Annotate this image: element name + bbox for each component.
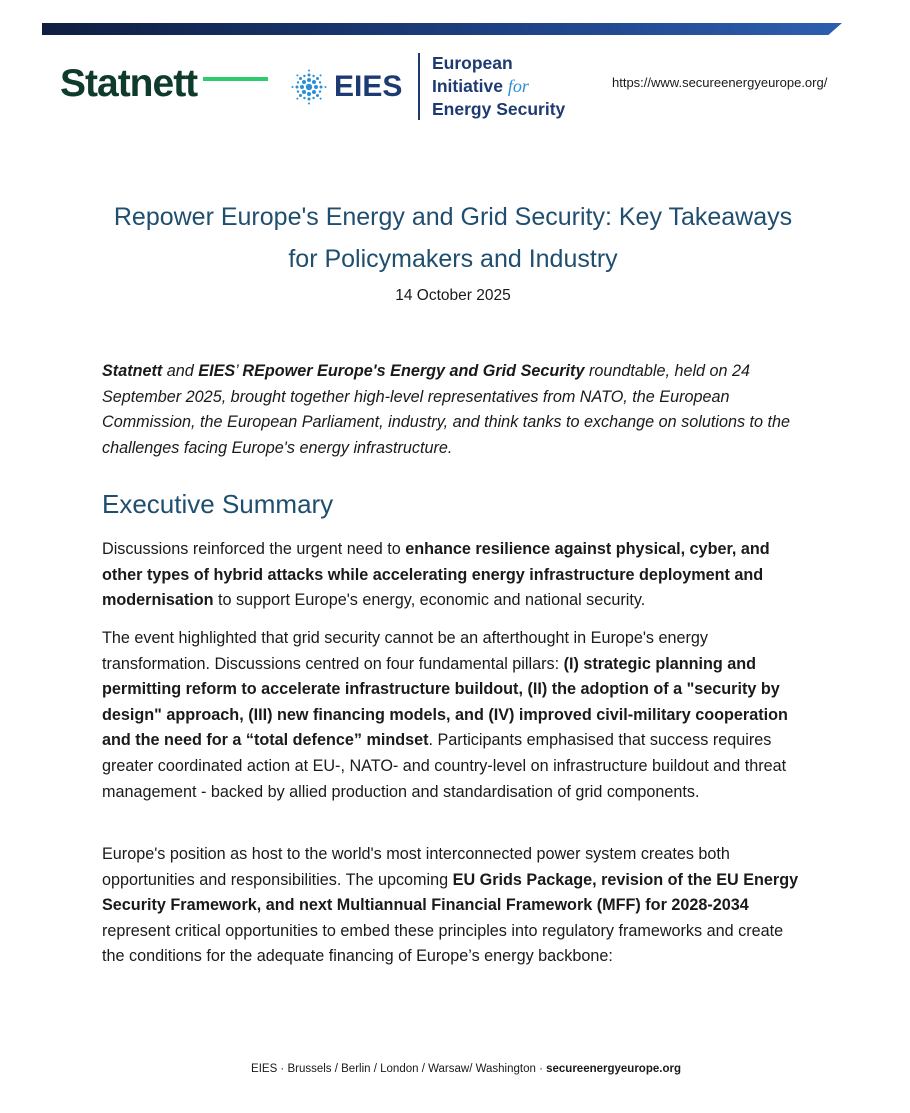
eies-fullname-line1: European: [432, 53, 513, 73]
header-url-link[interactable]: https://www.secureenergyeurope.org/: [612, 75, 828, 90]
eies-logo-fullname: [432, 52, 565, 121]
document-date: 14 October 2025: [395, 287, 511, 304]
page-footer: EIES · Brussels / Berlin / London / Warsaw/ Washington · secureenergyeurope.org: [251, 1063, 681, 1075]
statnett-logo-text: Statnett: [60, 62, 198, 105]
document-title: Repower Europe's Energy and Grid Security: Key Takeaways for Policymakers and Industry: [113, 203, 793, 273]
summary-paragraph-3: Europe's position as host to the world's most interconnected power system creates both opportunities and responsibilities. The upcoming EU Grids Package, revision of the EU Energy Security Framework, and next Multiannual Financial Framework (MFF) for 2028-2034 represent critical opportunities to embed these principles into regulatory frameworks and create the conditions for the adequate financing of Europe’s energy backbone:: [102, 845, 799, 966]
eies-fullname-line2: Initiative for: [432, 76, 529, 96]
executive-summary-heading: Executive Summary: [102, 489, 334, 519]
starburst-icon: [290, 68, 328, 106]
footer-link[interactable]: secureenergyeurope.org: [546, 1063, 681, 1075]
statnett-logo: [60, 64, 268, 103]
eies-fullname-line3: Energy Security: [432, 99, 566, 119]
statnett-logo-line: [203, 77, 268, 81]
eies-logo-divider: [418, 53, 420, 120]
intro-paragraph: Statnett and EIES’ REpower Europe's Energy and Grid Security roundtable, held on 24 September 2025, brought together high-level representatives from NATO, the European Commission, the European Parliament, industry, and think tanks to exchange on solutions to the challenges facing Europe's energy infrastructure.: [102, 362, 791, 457]
header-accent-bar: [42, 23, 842, 35]
eies-logo: [290, 68, 402, 106]
eies-fullname-for: for: [507, 76, 529, 96]
summary-paragraph-2: The event highlighted that grid security cannot be an afterthought in Europe's energy transformation. Discussions centred on four fundamental pillars: (I) strategic planning and permitting reform to accelerate infrastructure buildout, (II) the adoption of a "security by design" approach, (III) new financing models, and (IV) improved civil-military cooperation and the need for a “total defence” mindset. Participants emphasised that success requires greater coordinated action at EU-, NATO- and country-level on infrastructure buildout and threat management - backed by allied production and standardisation of grid components.: [102, 629, 788, 801]
eies-logo-text: EIES: [334, 70, 403, 103]
summary-paragraph-1: Discussions reinforced the urgent need to enhance resilience against physical, cyber, and other types of hybrid attacks while accelerating energy infrastructure deployment and modernisation to support Europe's energy, economic and national security.: [102, 540, 770, 610]
